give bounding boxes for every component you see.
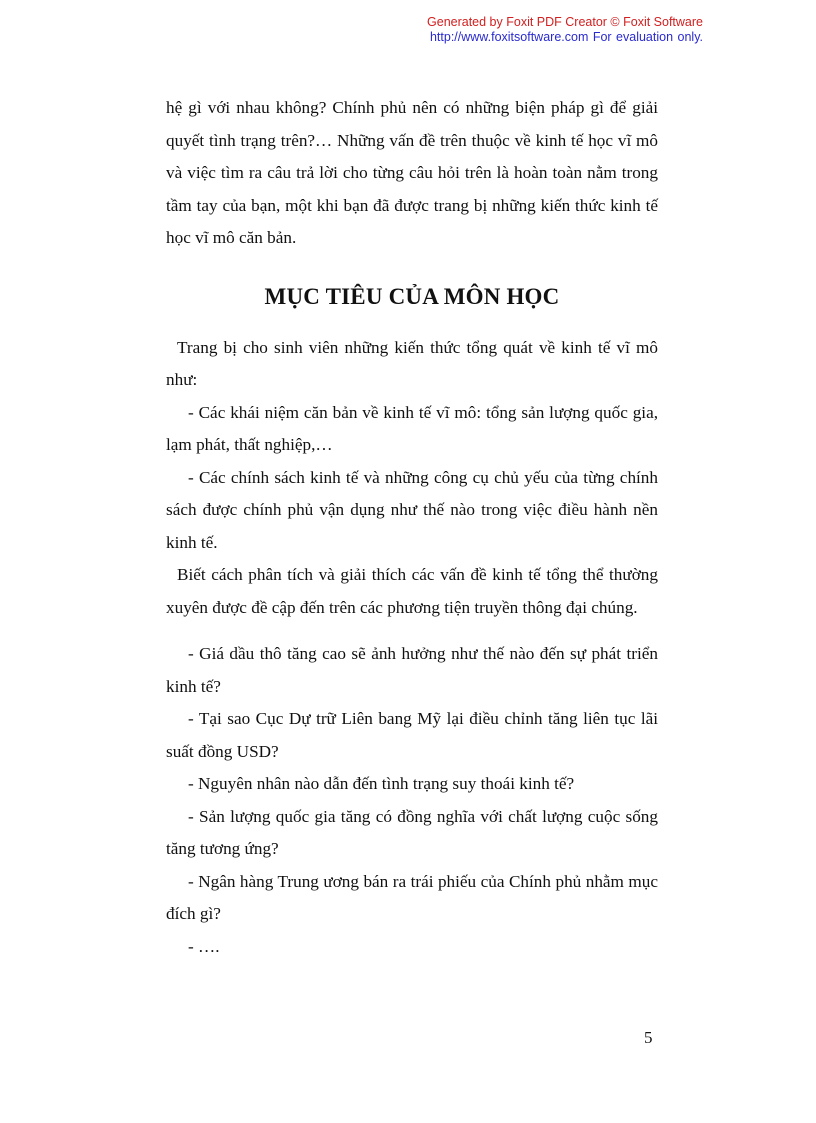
foxit-watermark [427,15,703,45]
page-number: 5 [644,1028,653,1047]
objective-paragraph-1: Trang bị cho sinh viên những kiến thức tổng quát về kinh tế vĩ mô như: [166,337,658,389]
section-title: MỤC TIÊU CỦA MÔN HỌC [264,283,560,309]
question-item: - Sản lượng quốc gia tăng có đồng nghĩa với chất lượng cuộc sống tăng tương ứng? [166,806,658,858]
spacer [166,624,658,638]
question-item: - …. [188,936,220,956]
intro-paragraph: hệ gì với nhau không? Chính phủ nên có những biện pháp gì để giải quyết tình trạng trên?… Những vấn đề trên thuộc về kinh tế học vĩ mô và việc tìm ra câu trả lời cho từng câu hỏi trên là hoàn toàn nằm trong tầm tay của bạn, một khi bạn đã được trang bị những kiến thức kinh tế học vĩ mô căn bản. [166,98,658,247]
question-item: - Giá dầu thô tăng cao sẽ ảnh hưởng như thế nào đến sự phát triển kinh tế? [166,644,658,696]
objective-list-item: - Các khái niệm căn bản về kinh tế vĩ mô: tổng sản lượng quốc gia, lạm phát, thất nghiệp,… [166,402,658,454]
objective-paragraph-2: Biết cách phân tích và giải thích các vấn đề kinh tế tổng thể thường xuyên được đề cập đến trên các phương tiện truyền thông đại chúng. [166,565,658,617]
watermark-line-2: http://www.foxitsoftware.com For evaluation only. [429,30,703,44]
question-item: - Tại sao Cục Dự trữ Liên bang Mỹ lại điều chỉnh tăng liên tục lãi suất đồng USD? [166,709,658,761]
objective-list-item: - Các chính sách kinh tế và những công cụ chủ yếu của từng chính sách được chính phủ vận dụng như thế nào trong việc điều hành nền kinh tế. [166,467,658,552]
watermark-line-1: Generated by Foxit PDF Creator © Foxit Software [427,15,703,29]
page-body [166,92,658,963]
question-item: - Nguyên nhân nào dẫn đến tình trạng suy thoái kinh tế? [188,774,575,793]
question-item: - Ngân hàng Trung ương bán ra trái phiếu của Chính phủ nhằm mục đích gì? [166,871,658,923]
